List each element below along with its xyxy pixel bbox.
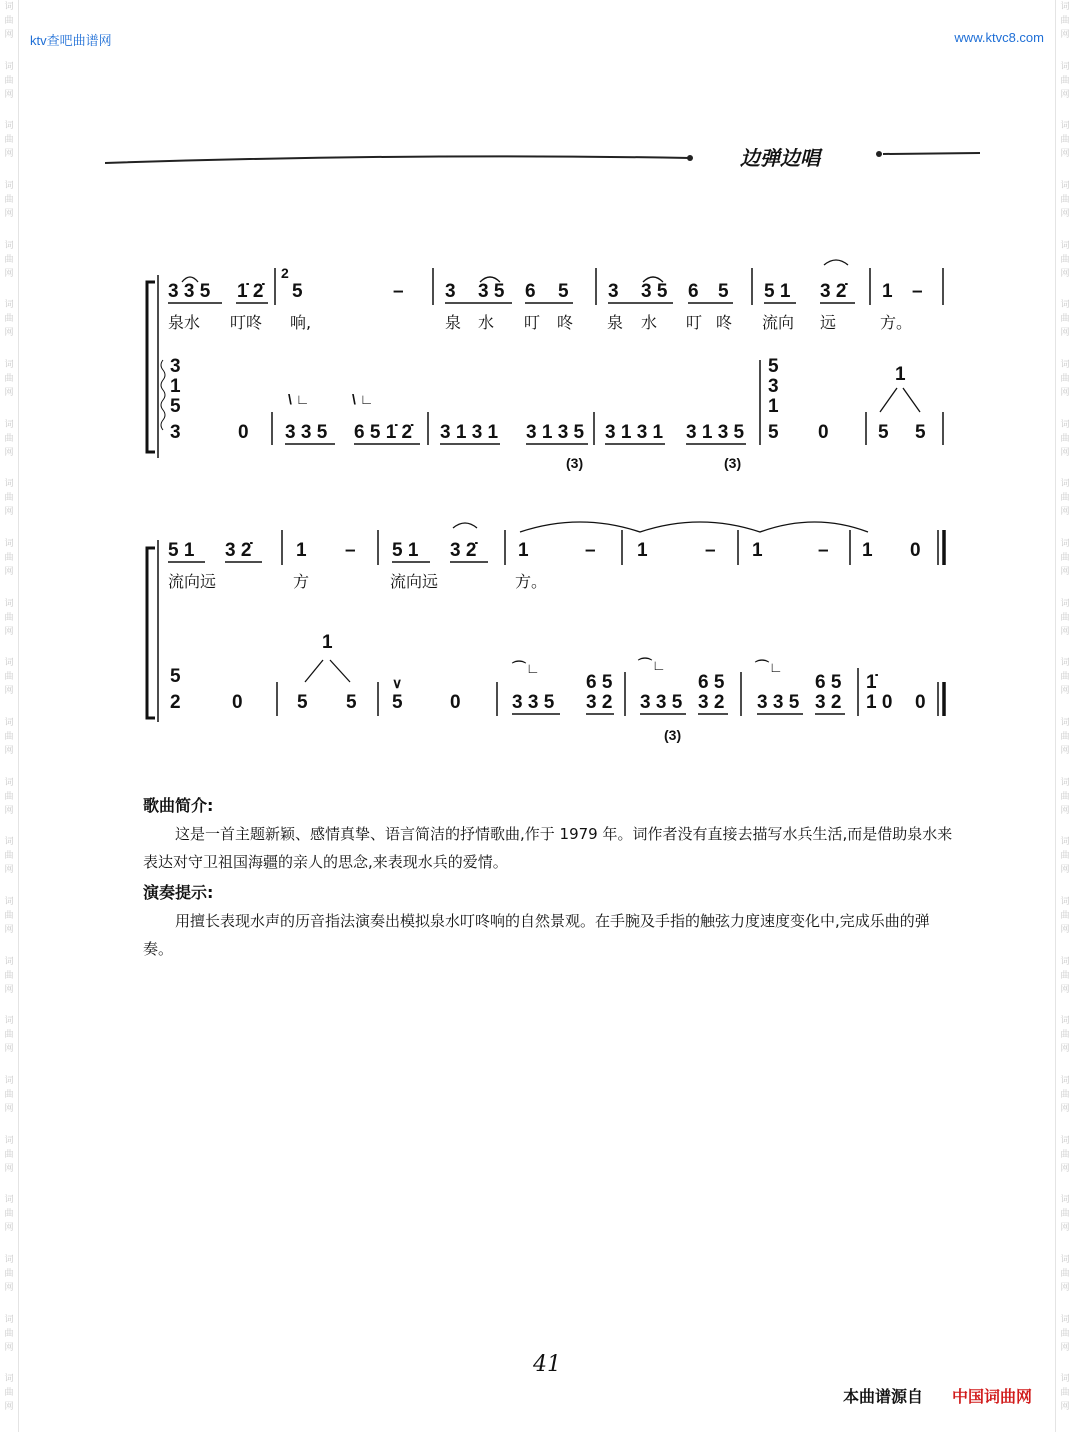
watermark-side-text: 词 曲 网	[1060, 897, 1070, 936]
svg-text:∨: ∨	[392, 675, 403, 691]
svg-text:5: 5	[297, 692, 308, 713]
lyric: 叮咚	[230, 313, 263, 332]
watermark-side-text: 词 曲 网	[4, 61, 14, 100]
footer-source-site: 中国词曲网	[952, 1387, 1033, 1406]
lyric: 流向	[762, 313, 795, 332]
lyric: 咚	[557, 313, 574, 332]
svg-text:⌒∟: ⌒∟	[755, 659, 783, 675]
watermark-side-text: 词 曲 网	[1060, 1374, 1070, 1413]
watermark-site-right: www.ktvc8.com	[954, 30, 1044, 45]
watermark-side-text: 词 曲 网	[1060, 240, 1070, 279]
svg-text:1: 1	[296, 540, 307, 561]
svg-text:5 1: 5 1	[168, 540, 195, 561]
svg-text:1 0: 1 0	[866, 692, 893, 713]
svg-text:1: 1	[862, 540, 873, 561]
svg-text:3 2: 3 2	[586, 692, 613, 713]
lyric: 流向远	[390, 572, 439, 591]
svg-text:6: 6	[688, 281, 699, 302]
triplet-mark: (3)	[724, 455, 742, 471]
song-intro-text: 这是一首主题新颖、感情真挚、语言简洁的抒情歌曲,作于 1979 年。词作者没有直接去描写水兵生活,而是借助泉水来表达对守卫祖国海疆的亲人的思念,来表现水兵的爱情。	[143, 825, 953, 871]
watermark-side-text: 词 曲 网	[4, 837, 14, 876]
lyric: 流向远	[168, 572, 217, 591]
svg-text:3 5: 3 5	[641, 281, 668, 302]
svg-text:3 3 5: 3 3 5	[168, 281, 211, 302]
svg-text:\ ∟: \ ∟	[352, 391, 374, 407]
watermark-side-text: 词 曲 网	[4, 2, 14, 40]
svg-text:3 5: 3 5	[478, 281, 505, 302]
watermark-side-text: 词 曲 网	[1060, 2, 1070, 40]
watermark-side-text: 词 曲 网	[4, 1076, 14, 1115]
svg-text:5: 5	[346, 692, 357, 713]
triplet-mark: (3)	[664, 727, 682, 743]
watermark-side-text: 词 曲 网	[1060, 598, 1070, 637]
watermark-side-text: 词 曲 网	[4, 718, 14, 757]
svg-text:5: 5	[558, 281, 569, 302]
svg-text:1: 1	[322, 632, 333, 653]
svg-text:6 5 1̇ 2̇: 6 5 1̇ 2̇	[354, 422, 413, 443]
header-title: 边弹边唱	[740, 146, 820, 170]
watermark-site-left: ktv查吧曲谱网	[30, 33, 112, 48]
svg-text:5: 5	[768, 356, 779, 377]
svg-text:3: 3	[768, 376, 779, 397]
watermark-side-text: 词 曲 网	[1060, 1135, 1070, 1174]
svg-text:5 1: 5 1	[392, 540, 419, 561]
watermark-side-text: 词 曲 网	[4, 1016, 14, 1055]
svg-text:3: 3	[608, 281, 619, 302]
svg-text:6 5: 6 5	[698, 672, 725, 693]
watermark-side-text: 词 曲 网	[4, 479, 14, 518]
svg-text:1: 1	[170, 376, 181, 397]
performance-tips-section	[143, 880, 953, 963]
lyric: 远	[820, 313, 837, 332]
watermark-side-text: 词 曲 网	[1060, 956, 1070, 995]
watermark-side-text: 词 曲 网	[4, 598, 14, 637]
watermark-side-text: 词 曲 网	[1060, 181, 1070, 220]
svg-text:5: 5	[878, 422, 889, 443]
watermark-side-text: 词 曲 网	[1060, 479, 1070, 518]
lyric: 方。	[515, 572, 548, 591]
watermark-side-text: 词 曲 网	[4, 539, 14, 578]
watermark-side-text: 词 曲 网	[4, 1195, 14, 1234]
watermark-side-text: 词 曲 网	[4, 1135, 14, 1174]
svg-text:3 3 5: 3 3 5	[285, 422, 328, 443]
watermark-side-text: 词 曲 网	[1060, 61, 1070, 100]
song-intro-heading: 歌曲简介:	[143, 796, 214, 815]
watermark-side-text: 词 曲 网	[4, 956, 14, 995]
system-2	[147, 522, 944, 743]
svg-text:1: 1	[768, 396, 779, 417]
svg-text:1: 1	[895, 364, 906, 385]
watermark-side-text: 词 曲 网	[1060, 777, 1070, 816]
svg-text:3 2̇: 3 2̇	[450, 540, 477, 561]
svg-text:1: 1	[518, 540, 529, 561]
watermark-side-text: 词 曲 网	[1060, 1076, 1070, 1115]
svg-text:5: 5	[718, 281, 729, 302]
svg-text:1̇ 2̇: 1̇ 2̇	[237, 281, 264, 302]
watermark-side-text: 词 曲 网	[1060, 539, 1070, 578]
lyric: 叮	[686, 313, 703, 332]
watermark-side-text: 词 曲 网	[4, 300, 14, 339]
svg-text:0: 0	[818, 422, 829, 443]
watermark-side-text: 词 曲 网	[4, 240, 14, 279]
watermark-side-text: 词 曲 网	[4, 1314, 14, 1353]
svg-text:3 2̇: 3 2̇	[820, 281, 847, 302]
lyric: 方	[293, 572, 310, 591]
watermark-side-text: 词 曲 网	[1060, 360, 1070, 399]
watermark-side-text: 词 曲 网	[4, 360, 14, 399]
svg-text:3 3 5: 3 3 5	[757, 692, 800, 713]
watermark-side-text: 词 曲 网	[4, 181, 14, 220]
watermark-side-text: 词 曲 网	[4, 897, 14, 936]
svg-text:1̇: 1̇	[866, 672, 877, 693]
svg-text:6 5: 6 5	[815, 672, 842, 693]
svg-text:\ ∟: \ ∟	[288, 391, 310, 407]
performance-tips-heading: 演奏提示:	[143, 883, 214, 902]
svg-text:3 1 3 5: 3 1 3 5	[526, 422, 585, 443]
lyric: 叮	[524, 313, 541, 332]
watermark-side-text: 词 曲 网	[4, 419, 14, 458]
svg-text:–: –	[585, 540, 596, 561]
svg-text:–: –	[345, 540, 356, 561]
svg-text:5: 5	[292, 281, 303, 302]
lyric: 咚	[716, 313, 733, 332]
svg-text:–: –	[818, 540, 829, 561]
svg-text:–: –	[705, 540, 716, 561]
svg-text:5: 5	[170, 396, 181, 417]
lyric: 泉水	[168, 313, 201, 332]
lyric: 方。	[880, 313, 913, 332]
svg-text:0: 0	[232, 692, 243, 713]
svg-text:3 3 5: 3 3 5	[640, 692, 683, 713]
watermark-side-text: 词 曲 网	[1060, 419, 1070, 458]
svg-text:5: 5	[768, 422, 779, 443]
watermark-side-text: 词 曲 网	[1060, 121, 1070, 160]
watermark-side-text: 词 曲 网	[1060, 1314, 1070, 1353]
svg-text:6 5: 6 5	[586, 672, 613, 693]
svg-text:3 2̇: 3 2̇	[225, 540, 252, 561]
lyric: 水	[641, 313, 658, 332]
lyric: 泉	[445, 313, 462, 332]
svg-text:–: –	[393, 281, 404, 302]
svg-text:0: 0	[915, 692, 926, 713]
svg-text:5 1: 5 1	[764, 281, 791, 302]
watermark-side-text: 词 曲 网	[4, 1255, 14, 1294]
svg-text:2: 2	[281, 265, 289, 281]
performance-tips-text: 用擅长表现水声的历音指法演奏出模拟泉水叮咚响的自然景观。在手腕及手指的触弦力度速度变化中,完成乐曲的弹奏。	[143, 912, 930, 958]
svg-text:5: 5	[170, 666, 181, 687]
song-intro-section	[143, 793, 953, 876]
svg-text:–: –	[912, 281, 923, 302]
lyric: 响,	[290, 313, 312, 332]
footer-source-label: 本曲谱源自	[843, 1387, 924, 1406]
watermark-side-text: 词 曲 网	[1060, 837, 1070, 876]
watermark-side-text: 词 曲 网	[1060, 1195, 1070, 1234]
svg-text:3: 3	[170, 356, 181, 377]
svg-text:5: 5	[915, 422, 926, 443]
triplet-mark: (3)	[566, 455, 584, 471]
lyric: 水	[478, 313, 495, 332]
svg-text:1: 1	[637, 540, 648, 561]
svg-text:0: 0	[910, 540, 921, 561]
svg-text:2: 2	[170, 692, 181, 713]
watermark-side-text: 词 曲 网	[1060, 718, 1070, 757]
svg-text:3 3 5: 3 3 5	[512, 692, 555, 713]
watermark-side-text: 词 曲 网	[1060, 658, 1070, 697]
watermark-side-text: 词 曲 网	[1060, 300, 1070, 339]
svg-text:3 2: 3 2	[815, 692, 842, 713]
svg-text:3: 3	[170, 422, 181, 443]
svg-text:5: 5	[392, 692, 403, 713]
svg-text:1: 1	[882, 281, 893, 302]
page-number: 41	[533, 1352, 561, 1377]
svg-text:6: 6	[525, 281, 536, 302]
system-1	[147, 260, 943, 471]
svg-text:3 1 3 5: 3 1 3 5	[686, 422, 745, 443]
svg-text:0: 0	[238, 422, 249, 443]
watermark-side-text: 词 曲 网	[4, 658, 14, 697]
svg-text:3: 3	[445, 281, 456, 302]
watermark-side-text: 词 曲 网	[1060, 1016, 1070, 1055]
svg-text:1: 1	[752, 540, 763, 561]
svg-text:3 1 3 1: 3 1 3 1	[605, 422, 664, 443]
svg-text:⌒∟: ⌒∟	[512, 660, 540, 676]
watermark-side-text: 词 曲 网	[4, 1374, 14, 1413]
watermark-side-text: 词 曲 网	[4, 777, 14, 816]
watermark-side-text: 词 曲 网	[4, 121, 14, 160]
svg-text:3 1 3 1: 3 1 3 1	[440, 422, 499, 443]
svg-text:0: 0	[450, 692, 461, 713]
svg-text:3 2: 3 2	[698, 692, 725, 713]
lyric: 泉	[607, 313, 624, 332]
watermark-side-text: 词 曲 网	[1060, 1255, 1070, 1294]
svg-text:⌒∟: ⌒∟	[638, 657, 666, 673]
